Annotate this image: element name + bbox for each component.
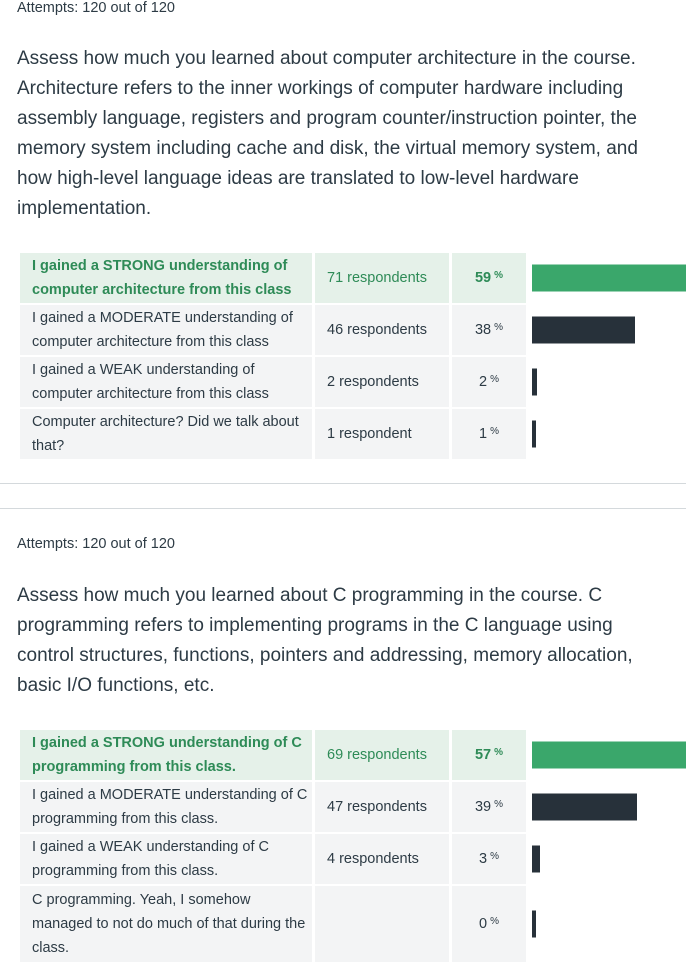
percent-bar <box>532 846 540 873</box>
respondent-count <box>315 886 449 962</box>
answer-label: I gained a STRONG understanding of computer architecture from this class <box>20 253 312 303</box>
answer-percent: 2 % <box>452 357 526 407</box>
answer-row <box>20 886 686 962</box>
answer-row <box>20 730 686 780</box>
answer-row <box>20 357 686 407</box>
answer-percent: 1 % <box>452 409 526 459</box>
question-text: Assess how much you learned about C programming in the course. C programming refers to implementing programs in the C language using control structures, functions, pointers and addressing, memory allocation, basic I/O functions, etc. <box>17 585 633 696</box>
answer-row <box>20 305 686 355</box>
question-text: Assess how much you learned about computer architecture in the course. Architecture refers to the inner workings of computer hardware including assembly language, registers and program counter/instruction pointer, the memory system including cache and disk, the virtual memory system, and how high-level language ideas are translated to low-level hardware implementation. <box>17 48 638 219</box>
percent-bar <box>532 742 686 769</box>
answer-label: I gained a WEAK understanding of computer architecture from this class <box>20 357 312 407</box>
percent-bar <box>532 317 635 344</box>
answer-results <box>20 253 686 461</box>
answer-percent: 0 % <box>452 886 526 962</box>
answer-percent: 57 % <box>452 730 526 780</box>
answer-row <box>20 253 686 303</box>
answer-label: I gained a STRONG understanding of C programming from this class. <box>20 730 312 780</box>
respondent-count: 69 respondents <box>315 730 449 780</box>
respondent-count: 2 respondents <box>315 357 449 407</box>
answer-label: C programming. Yeah, I somehow managed to not do much of that during the class. <box>20 886 312 962</box>
respondent-count: 4 respondents <box>315 834 449 884</box>
respondent-count: 1 respondent <box>315 409 449 459</box>
answer-label: Computer architecture? Did we talk about that? <box>20 409 312 459</box>
percent-bar <box>532 265 686 292</box>
answer-label: I gained a MODERATE understanding of computer architecture from this class <box>20 305 312 355</box>
percent-bar <box>532 794 637 821</box>
answer-row <box>20 834 686 884</box>
answer-row <box>20 409 686 459</box>
attempts-count: Attempts: 120 out of 120 <box>17 536 175 552</box>
attempts-count: Attempts: 120 out of 120 <box>17 0 175 16</box>
answer-percent: 39 % <box>452 782 526 832</box>
percent-bar <box>532 421 536 448</box>
percent-bar <box>532 911 536 938</box>
section-divider <box>0 508 686 509</box>
answer-label: I gained a MODERATE understanding of C programming from this class. <box>20 782 312 832</box>
answer-percent: 3 % <box>452 834 526 884</box>
percent-bar <box>532 369 537 396</box>
answer-results <box>20 730 686 964</box>
section-divider <box>0 483 686 484</box>
respondent-count: 71 respondents <box>315 253 449 303</box>
answer-label: I gained a WEAK understanding of C programming from this class. <box>20 834 312 884</box>
answer-row <box>20 782 686 832</box>
answer-percent: 38 % <box>452 305 526 355</box>
answer-percent: 59 % <box>452 253 526 303</box>
respondent-count: 47 respondents <box>315 782 449 832</box>
respondent-count: 46 respondents <box>315 305 449 355</box>
